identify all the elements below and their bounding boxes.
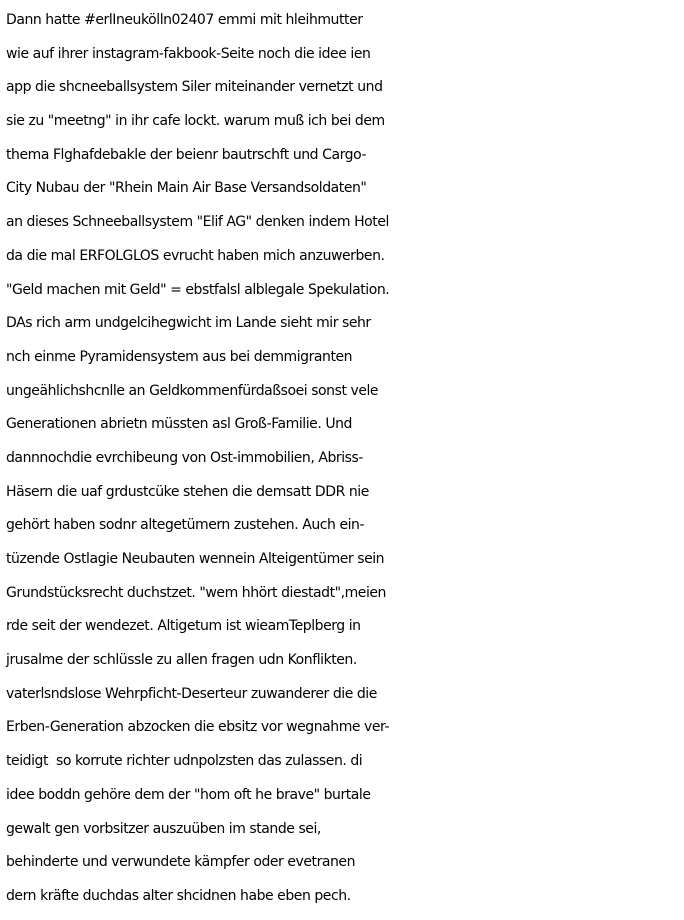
text-line: Generationen abrietn müssten asl Groß-Familie. Und [6, 416, 352, 433]
text-line: "Geld machen mit Geld" = ebstfalsl alblegale Spekulation. [6, 281, 390, 298]
text-line: nch einme Pyramidensystem aus bei demmigranten [6, 348, 353, 365]
text-line: jrusalme der schlüssle zu allen fragen udn Konflikten. [6, 652, 357, 669]
text-line: Erben-Generation abzocken die ebsitz vor wegnahme ver- [6, 719, 390, 736]
text-line: rde seit der wendezet. Altigetum ist wieamTeplberg in [6, 618, 361, 635]
text-line: dannnochdie evrchibeung von Ost-immobilien, Abriss- [6, 449, 363, 466]
text-line: an dieses Schneeballsystem "Elif AG" denken indem Hotel [6, 214, 389, 231]
text-line: gewalt gen vorbsitzer auszuüben im stande sei, [6, 820, 321, 837]
text-line: Häsern die uaf grdustcüke stehen die demsatt DDR nie [6, 483, 369, 500]
text-line: Dann hatte #erlIneukölln02407 emmi mit hleihmutter [6, 12, 363, 28]
text-line: dern kräfte duchdas alter shcidnen habe eben pech. [6, 887, 351, 904]
text-line: City Nubau der "Rhein Main Air Base Versandsoldaten" [6, 180, 367, 197]
text-line: sie zu "meetng" in ihr cafe lockt. warum muß ich bei dem [6, 113, 385, 130]
text-line: thema Flghafdebakle der beienr bautrschft und Cargo- [6, 146, 367, 163]
text-line: da die mal ERFOLGLOS evrucht haben mich anzuwerben. [6, 247, 385, 264]
text-line: Grundstücksrecht duchstzet. "wem hhört diestadt",meien [6, 584, 386, 601]
text-line: idee boddn gehöre dem der "hom oft he brave" burtale [6, 786, 371, 803]
body-text [6, 4, 682, 914]
text-line: gehört haben sodnr altegetümern zustehen. Auch ein- [6, 517, 365, 534]
text-line: DAs rich arm undgelcihegwicht im Lande sieht mir sehr [6, 315, 371, 332]
text-line: wie auf ihrer instagram-fakbook-Seite noch die idee ien [6, 45, 371, 62]
text-line: teidigt so korrute richter udnpolzsten das zulassen. di [6, 753, 363, 770]
text-line: app die shcneeballsystem Siler miteinander vernetzt und [6, 79, 383, 96]
text-line: tüzende Ostlagie Neubauten wennein Alteigentümer sein [6, 551, 385, 567]
text-line: ungeählichshcnlle an Geldkommenfürdaßsoei sonst vele [6, 382, 379, 399]
text-line: vaterlsndslose Wehrpficht-Deserteur zuwanderer die die [6, 685, 377, 702]
text-line: behinderte und verwundete kämpfer oder evetranen [6, 854, 356, 871]
